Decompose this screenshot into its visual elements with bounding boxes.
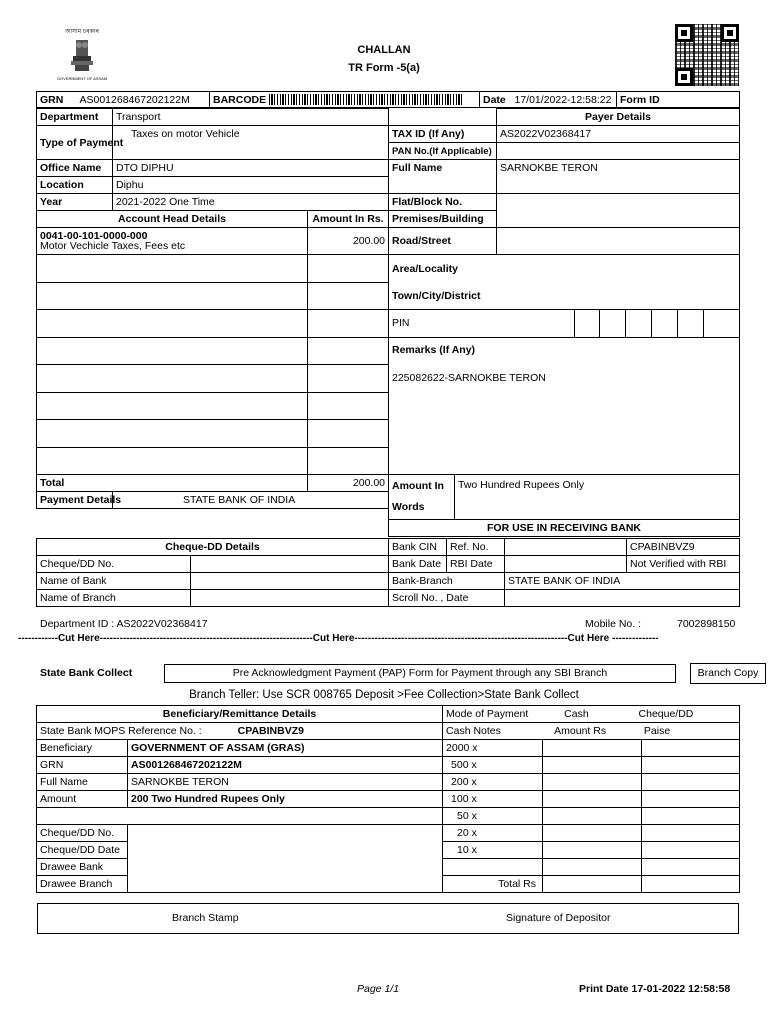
office-label: Office Name (37, 160, 113, 177)
beneficiary-label: Beneficiary (37, 740, 128, 757)
cheque-no-value (191, 556, 389, 573)
total-rs-label: Total Rs (443, 876, 543, 893)
cheque-heading: Cheque-DD Details (37, 539, 389, 556)
payer-table (388, 108, 740, 537)
sbi-collect-label: State Bank Collect (40, 667, 133, 679)
empty-row (37, 337, 308, 365)
sbi-amount-value: 200 Two Hundred Rupees Only (128, 791, 443, 808)
sbi-cheque-no-label: Cheque/DD No. (37, 825, 128, 842)
rbi-date-label: RBI Date (447, 556, 505, 573)
qr-code (675, 24, 739, 86)
pin-box[interactable] (652, 310, 678, 338)
premises-label: Premises/Building (389, 211, 497, 228)
cheque-no-label: Cheque/DD No. (37, 556, 191, 573)
department-value: Transport (113, 109, 389, 126)
remittance-table (36, 705, 740, 893)
denomination: 10 x (443, 842, 543, 859)
office-value: DTO DIPHU (113, 160, 389, 177)
year-value: 2021-2022 One Time (113, 194, 389, 211)
page-title: CHALLAN (357, 44, 411, 56)
pin-box[interactable] (575, 310, 600, 338)
ref-value: CPABINBVZ9 (627, 539, 740, 556)
mops-value: CPABINBVZ9 (237, 725, 304, 737)
area-label: Area/Locality (389, 255, 740, 283)
remarks-label: Remarks (If Any) (392, 343, 476, 356)
receiving-bank-heading: FOR USE IN RECEIVING BANK (389, 519, 740, 536)
account-desc: Motor Vechicle Taxes, Fees etc (40, 240, 186, 252)
branch-copy-label: Branch Copy (697, 667, 759, 679)
amount-header: Amount In Rs. (308, 211, 389, 228)
sbi-grn-label: GRN (37, 757, 128, 774)
empty-row (37, 310, 308, 338)
pan-label: PAN No.(If Applicable) (389, 143, 497, 160)
rbi-status: Not Verified with RBI (627, 556, 740, 573)
account-head-header: Account Head Details (37, 211, 308, 228)
pin-label: PIN (389, 310, 575, 338)
branch-copy-box (690, 663, 766, 684)
denomination: 2000 x (443, 740, 543, 757)
paise-label: Paise (643, 725, 671, 737)
mobile-label: Mobile No. : (585, 618, 642, 630)
mops-label: State Bank MOPS Reference No. : (40, 725, 202, 737)
teller-instruction: Branch Teller: Use SCR 008765 Deposit >Fee Collection>State Bank Collect (189, 689, 579, 701)
empty-row (37, 255, 308, 283)
cheque-info-box (128, 825, 443, 893)
cash-notes-label: Cash Notes (446, 725, 501, 737)
town-label: Town/City/District (389, 282, 740, 310)
location-label: Location (37, 177, 113, 194)
pap-text: Pre Acknowledgment Payment (PAP) Form for Payment through any SBI Branch (232, 667, 608, 679)
beneficiary-value: GOVERNMENT OF ASSAM (GRAS) (128, 740, 443, 757)
total-label: Total (37, 475, 308, 492)
remarks-block (389, 337, 740, 475)
page-number: Page 1/1 (357, 983, 400, 995)
bank-cin-label: Bank CIN (389, 539, 447, 556)
amount-words: Two Hundred Rupees Only (455, 475, 740, 520)
empty-row (37, 447, 308, 475)
denomination: 50 x (443, 808, 543, 825)
grn-strip (36, 91, 740, 108)
bank-branch-value: STATE BANK OF INDIA (505, 573, 740, 590)
road-value (497, 228, 740, 255)
flat-value (497, 194, 740, 228)
grn-value: AS001268467202122M (79, 93, 190, 106)
denomination: 20 x (443, 825, 543, 842)
empty-row (37, 365, 308, 393)
amount-in-label: Amount In (392, 479, 444, 492)
branch-name-value (191, 590, 389, 607)
road-label: Road/Street (389, 228, 497, 255)
scroll-label: Scroll No. , Date (389, 590, 505, 607)
total-value: 200.00 (308, 475, 389, 492)
beneficiary-heading: Beneficiary/Remittance Details (37, 706, 443, 723)
branch-name-label: Name of Branch (37, 590, 191, 607)
account-amount: 200.00 (308, 228, 389, 255)
year-label: Year (37, 194, 113, 211)
branch-stamp-label: Branch Stamp (172, 912, 239, 924)
chequedd-label: Cheque/DD (638, 708, 694, 720)
words-label: Words (392, 500, 425, 513)
location-value: Diphu (113, 177, 389, 194)
sbi-full-name-value: SARNOKBE TERON (128, 774, 443, 791)
account-code: 0041-00-101-0000-000 (40, 230, 148, 242)
date-value: 17/01/2022-12:58:22 (514, 93, 612, 106)
bank-date-label: Bank Date (389, 556, 447, 573)
remarks-value: 225082622-SARNOKBE TERON (392, 371, 546, 384)
mode-row (443, 706, 740, 723)
ref-label: Ref. No. (447, 539, 505, 556)
department-id: Department ID : AS2022V02368417 (40, 618, 208, 630)
payment-type-value: Taxes on motor Vehicle (113, 126, 389, 160)
signature-label: Signature of Depositor (506, 912, 611, 924)
emblem-icon (67, 38, 97, 76)
mops-row (37, 723, 443, 740)
tax-id-label: TAX ID (If Any) (389, 126, 497, 143)
payment-details-label: Payment Details (37, 492, 113, 509)
flat-label: Flat/Block No. (389, 194, 497, 211)
department-label: Department (37, 109, 113, 126)
full-name-label: Full Name (389, 160, 497, 194)
form-subtitle: TR Form -5(a) (348, 62, 420, 74)
sbi-grn-value: AS001268467202122M (128, 757, 443, 774)
pin-box[interactable] (678, 310, 704, 338)
bank-name-value (191, 573, 389, 590)
pap-box (164, 664, 676, 683)
barcode-label: BARCODE (213, 93, 267, 106)
payment-type-label: Type of Payment (37, 126, 113, 160)
drawee-bank-label: Drawee Bank (37, 859, 128, 876)
department-table (36, 108, 389, 509)
cut-line: ------------Cut Here----------------------------------------------------------------Cut Here----------------------------------------------------------------Cut Here -------------- (18, 633, 659, 644)
sbi-amount-label: Amount (37, 791, 128, 808)
empty-row (37, 282, 308, 310)
pin-box[interactable] (704, 310, 740, 338)
drawee-branch-label: Drawee Branch (37, 876, 128, 893)
notes-header-row (443, 723, 740, 740)
denomination: 500 x (443, 757, 543, 774)
sbi-full-name-label: Full Name (37, 774, 128, 791)
pin-box[interactable] (626, 310, 652, 338)
stamp-signature-box (37, 903, 739, 934)
date-label: Date (480, 92, 512, 108)
amount-rs-label: Amount Rs (554, 725, 607, 737)
pan-value (497, 143, 740, 160)
print-date: Print Date 17-01-2022 12:58:58 (579, 983, 731, 995)
sbi-cheque-date-label: Cheque/DD Date (37, 842, 128, 859)
empty-row (37, 392, 308, 420)
denomination: 200 x (443, 774, 543, 791)
bank-branch-label: Bank-Branch (389, 573, 505, 590)
cash-label: Cash (564, 708, 589, 720)
form-id-label: Form ID (617, 92, 740, 108)
full-name-value: SARNOKBE TERON (497, 160, 740, 194)
emblem-text: আসাম চৰকাৰ (65, 28, 99, 35)
bank-table (388, 538, 740, 607)
pin-box[interactable] (600, 310, 626, 338)
payment-bank: STATE BANK OF INDIA (113, 492, 389, 509)
bank-name-label: Name of Bank (37, 573, 191, 590)
grn-label: GRN (40, 93, 64, 106)
denomination: 100 x (443, 791, 543, 808)
barcode-image (269, 94, 464, 105)
empty-row (37, 420, 308, 448)
cheque-table (36, 538, 389, 607)
mobile-value: 7002898150 (677, 618, 736, 630)
mode-label: Mode of Payment (446, 708, 529, 720)
emblem (56, 26, 108, 84)
tax-id-value: AS2022V02368417 (497, 126, 740, 143)
emblem-caption: GOVERNMENT OF ASSAM (56, 76, 108, 81)
payer-heading: Payer Details (497, 109, 740, 126)
